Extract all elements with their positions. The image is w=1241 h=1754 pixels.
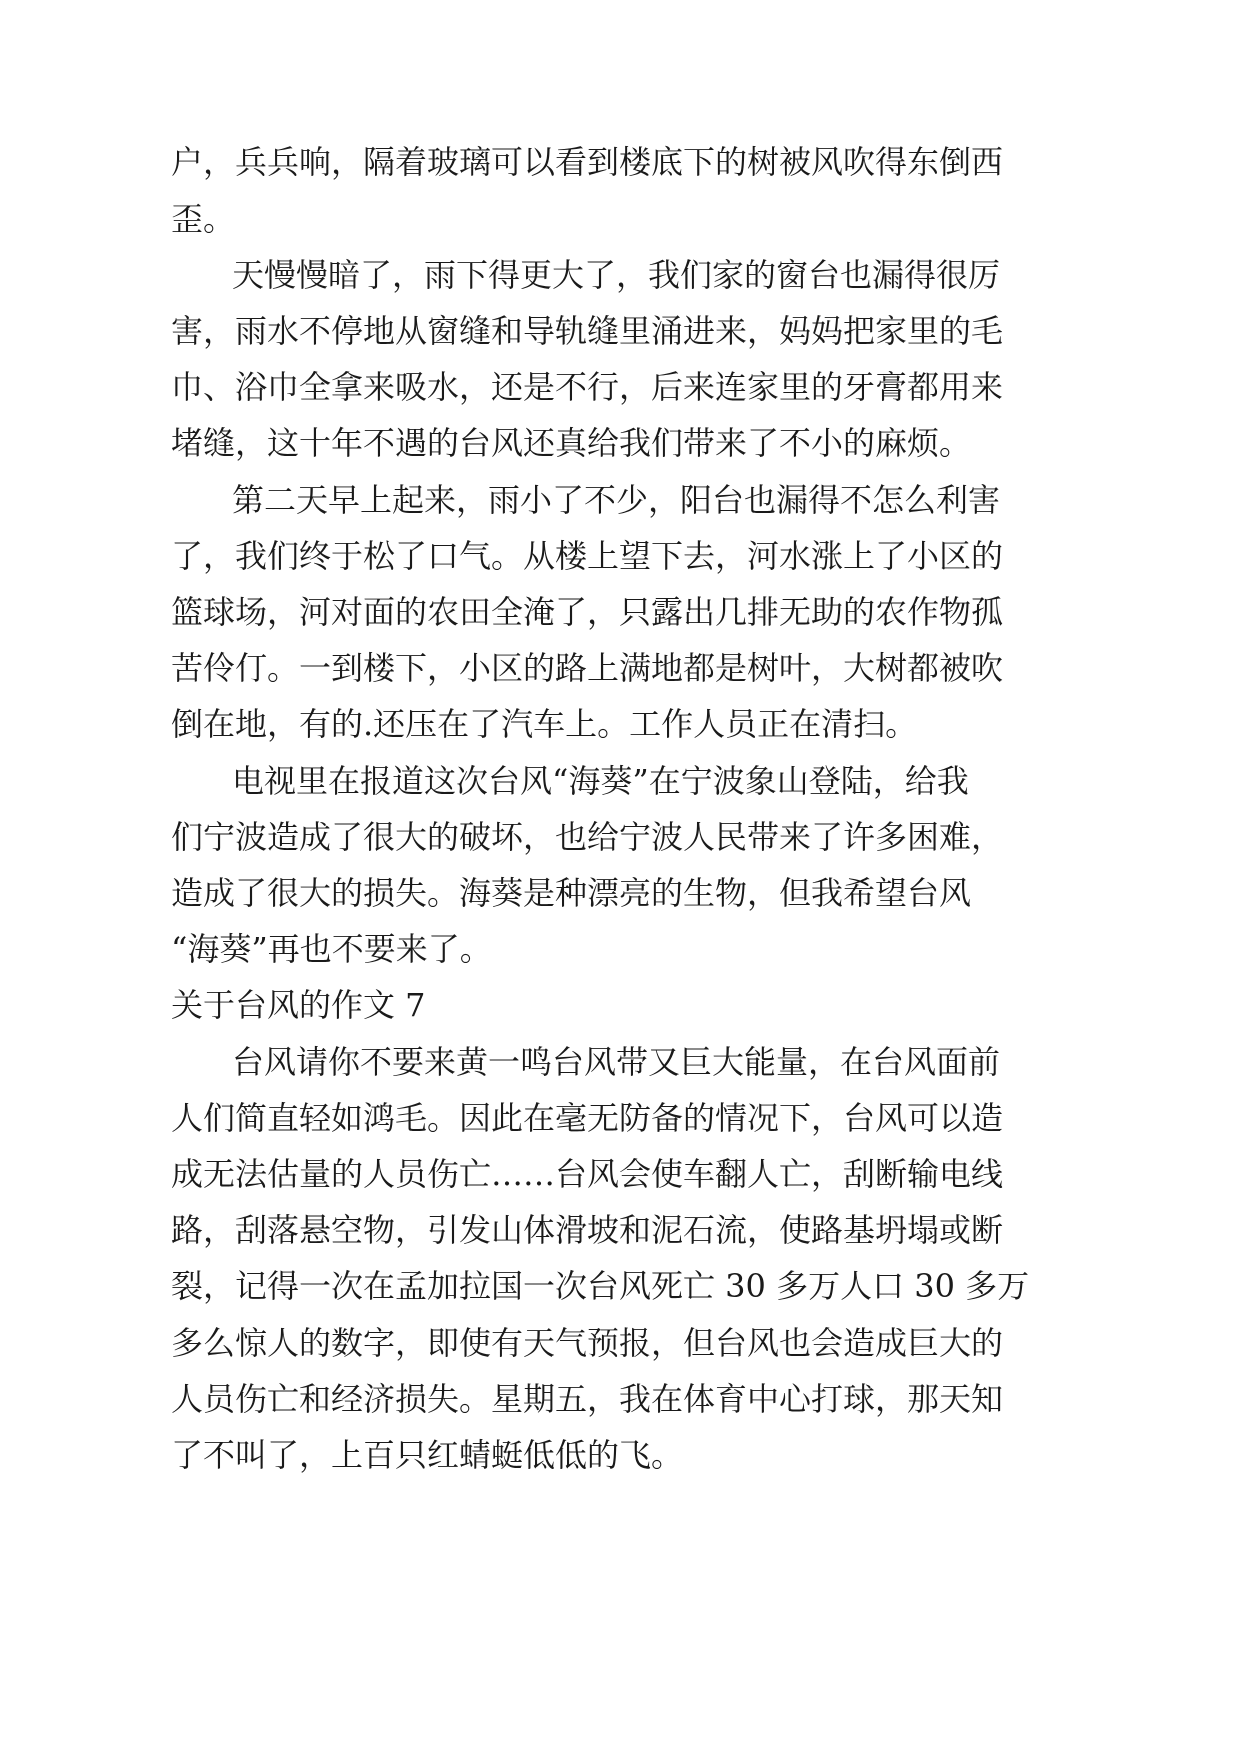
text-line: 第二天早上起来，雨小了不少，阳台也漏得不怎么利害: [232, 481, 1001, 519]
text-line: 了不叫了，上百只红蜻蜓低低的飞。: [171, 1436, 684, 1474]
text-line: 天慢慢暗了，雨下得更大了，我们家的窗台也漏得很厉: [232, 256, 1001, 294]
text-line: 成无法估量的人员伤亡……台风会使车翻人亡，刮断输电线: [171, 1155, 1004, 1193]
text-line: 了，我们终于松了口气。从楼上望下去，河水涨上了小区的: [171, 537, 1004, 575]
text-line: 人员伤亡和经济损失。星期五，我在体育中心打球，那天知: [171, 1380, 1004, 1418]
text-line: 害，雨水不停地从窗缝和导轨缝里涌进来，妈妈把家里的毛: [171, 312, 1004, 350]
text-line: “海葵”再也不要来了。: [171, 930, 492, 968]
text-line: 电视里在报道这次台风“海葵”在宁波象山登陆，给我: [232, 762, 969, 800]
text-line: 苦伶仃。一到楼下，小区的路上满地都是树叶，大树都被吹: [171, 649, 1004, 687]
text-line: 路，刮落悬空物，引发山体滑坡和泥石流，使路基坍塌或断: [171, 1211, 1004, 1249]
text-line: 台风请你不要来黄一鸣台风带又巨大能量，在台风面前: [232, 1043, 1001, 1081]
text-line: 裂，记得一次在孟加拉国一次台风死亡 30 多万人口 30 多万: [171, 1267, 1030, 1305]
text-line: 歪。: [171, 200, 236, 238]
text-line: 多么惊人的数字，即使有天气预报，但台风也会造成巨大的: [171, 1324, 1004, 1362]
section-heading: 关于台风的作文 7: [171, 986, 426, 1024]
text-line: 篮球场，河对面的农田全淹了，只露出几排无助的农作物孤: [171, 593, 1004, 631]
text-line: 倒在地，有的.还压在了汽车上。工作人员正在清扫。: [171, 705, 918, 743]
text-line: 造成了很大的损失。海葵是种漂亮的生物，但我希望台风: [171, 874, 972, 912]
text-line: 巾、浴巾全拿来吸水，还是不行，后来连家里的牙膏都用来: [171, 368, 1004, 406]
text-line: 人们简直轻如鸿毛。因此在毫无防备的情况下，台风可以造: [171, 1099, 1004, 1137]
text-line: 户，兵兵响，隔着玻璃可以看到楼底下的树被风吹得东倒西: [171, 143, 1004, 181]
text-line: 堵缝，这十年不遇的台风还真给我们带来了不小的麻烦。: [171, 424, 972, 462]
text-line: 们宁波造成了很大的破坏，也给宁波人民带来了许多困难，: [171, 818, 1004, 856]
